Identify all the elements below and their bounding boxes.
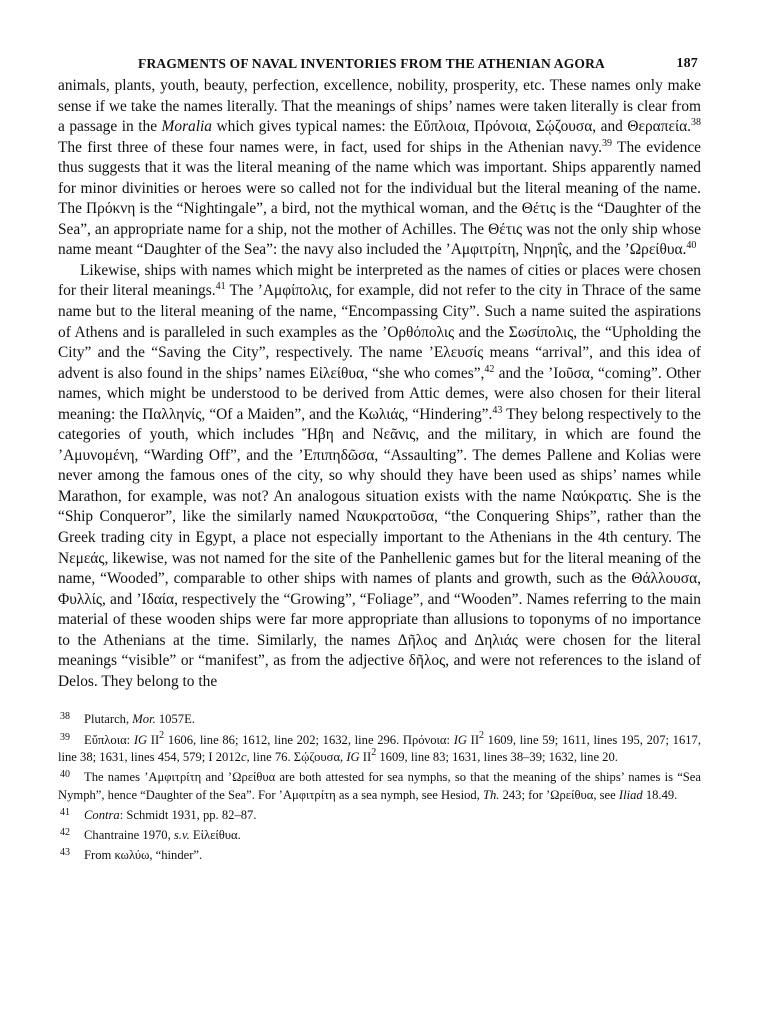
running-title: FRAGMENTS OF NAVAL INVENTORIES FROM THE ATHENIAN AGORA xyxy=(138,56,606,71)
page-number: 187 xyxy=(676,56,698,71)
footnote-42: 42 Chantraine 1970, s.v. Εἰλείθυα. xyxy=(60,827,241,843)
body-text xyxy=(58,76,701,692)
footnote-39: 39 Εὔπλοια: IG $II^2$ 1606, line 86; 1612, line 202; 1632, line 296. Πρόνοια: IG $II^2$ 1609, line 59; 1611, lines 195, 207; 1617, line 38; 1631, lines 454, 579; I 2012c, line 76. Σῴζουσα, IG $II^2$ 1609, line 83; 1631, lines 38–39; 1632, line 20. xyxy=(58,729,701,764)
paragraph-2: Likewise, ships with names which might be interpreted as the names of cities or places were chosen for their literal meanings.$^{41}$ The ’Αμφίπολις, for example, did not refer to the city in Thrace of the same name but to the literal meaning of the name, “Encompassing City”. Such a name suited the aspirations of Athens and is paralleled in such examples as the ’Ορθόπολις and the Σωσίπολις, the “Upholding the City” and the “Saving the City”, respectively. The name ’Ελευσίς means “arrival”, and this idea of advent is also found in the ships’ names Εἰλείθυα, “she who comes”,$^{42}$ and the ’Ιοῦσα, “coming”. Other names, which might be understood to be derived from Attic demes, were also chosen for their literal meaning: the Παλληνίς, “Of a Maiden”, and the Κωλιάς, “Hindering”.$^{43}$ They belong respectively to the categories of youth, which includes Ἥβη and Νεᾶνις, and the military, in which are found the ’Αμυνομένη, “Warding Off”, and the ’Επιπηδῶσα, “Assaulting”. The demes Pallene and Kolias were never among the famous ones of the city, so why should they have been used as ships’ names while Marathon, for example, was not? An analogous situation exists with the name Ναύκρατις. She is the “Ship Conqueror”, like the similarly named Ναυκρατοῦσα, “the Conquering Ships”, rather than the Greek trading city in Egypt, a place not especially important to the Athenians in the 4th century. The Νεμεάς, likewise, was not named for the site of the Panhellenic games but for the literal meaning of the name, “Wooded”, comparable to other ships with names of plants and growth, such as the Θάλλουσα, Φυλλίς, and ’Ιδαία, respectively the “Growing”, “Foliage”, and “Wooden”. Names referring to the main material of these wooden ships were far more appropriate than allusions to toponyms of no importance to the Athenians at the time. Similarly, the names Δῆλος and Δηλιάς were chosen for the literal meanings “visible” or “manifest”, as from the adjective δῆλος, and were not references to the island of Delos. They belong to the xyxy=(58,261,701,690)
footnote-ref-41[interactable]: 41 xyxy=(215,281,226,293)
italic-title: Moralia xyxy=(161,118,212,136)
running-header xyxy=(58,52,701,76)
footnote-41: 41 Contra: Schmidt 1931, pp. 82–87. xyxy=(60,806,257,822)
page xyxy=(58,52,701,865)
footnote-43: 43 From κωλύω, “hinder”. xyxy=(60,847,203,863)
footnote-ref-40[interactable]: 40 xyxy=(686,240,697,252)
footnote-ref-39[interactable]: 39 xyxy=(601,137,612,149)
footnote-38: 38 Plutarch, Mor. 1057E. xyxy=(60,711,195,727)
footnotes xyxy=(58,708,701,864)
paragraph-1: animals, plants, youth, beauty, perfection, excellence, nobility, prosperity, etc. These names only make sense if we take the names literally. That the meanings of ships’ names were taken literally is clear from a passage in the Moralia which gives typical names: the Εὔπλοια, Πρόνοια, Σῴζουσα, and Θεραπεία.$^{38}$ The first three of these four names were, in fact, used for ships in the Athenian navy.$^{39}$ The evidence thus suggests that it was the literal meaning of the name which was important. Ships apparently named for minor divinities or heroes were so called not for the individual but the literal meaning of the name. The Πρόκνη is the “Nightingale”, a bird, not the mythical woman, and the Θέτις is the “Daughter of the Sea”, an appropriate name for a ship, not the mother of Achilles. The Θέτις was not the only ship whose name meant “Daughter of the Sea”: the navy also included the ’Αμφιτρίτη, Νηρηΐς, and the ’Ωρείθυα.$^{40}$ xyxy=(58,77,701,259)
footnote-ref-43[interactable]: 43 xyxy=(492,404,503,416)
footnote-ref-42[interactable]: 42 xyxy=(484,363,495,375)
footnote-ref-38[interactable]: 38 xyxy=(691,117,701,129)
footnote-40: 40 The names ’Αμφιτρίτη and ’Ωρείθυα are both attested for sea nymphs, so that the meaning of the ships’ names is “Sea Nymph”, hence “Daughter of the Sea”. For ’Αμφιτρίτη as a sea nymph, see Hesiod, Th. 243; for ’Ωρείθυα, see Iliad 18.49. xyxy=(58,769,701,802)
